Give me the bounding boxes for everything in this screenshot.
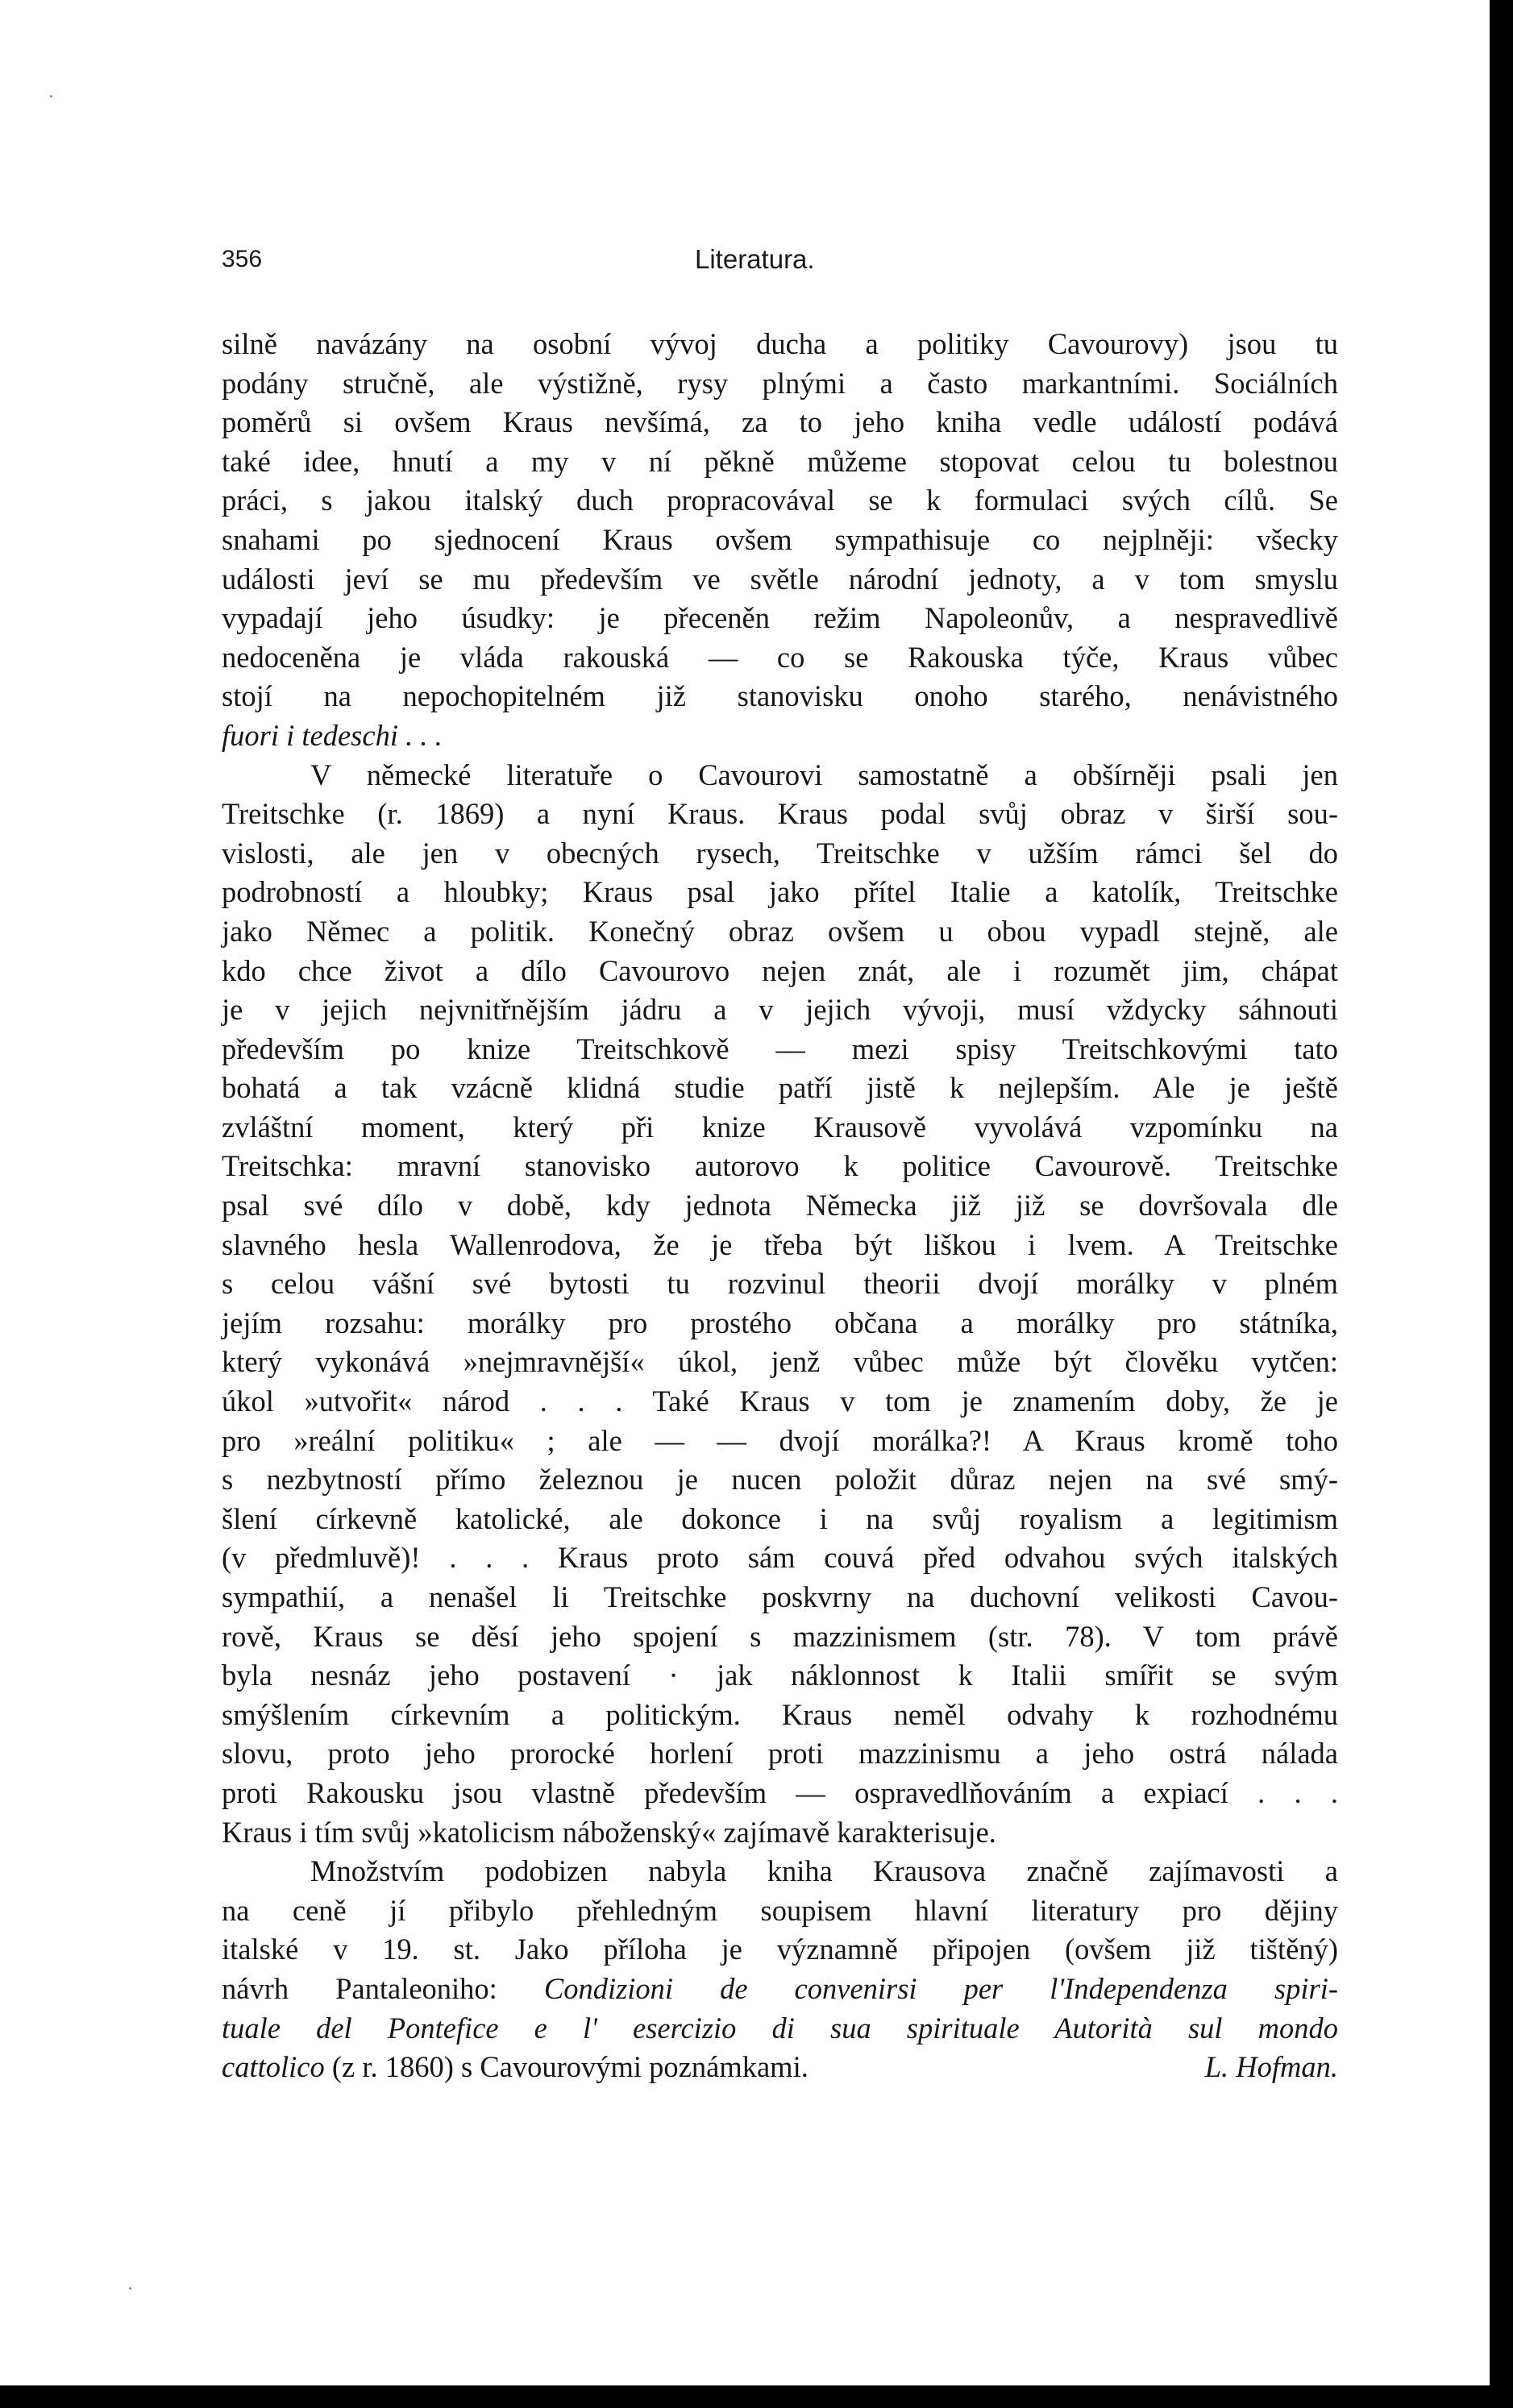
text-line: (v předmluvě)! . . . Kraus proto sám couvá před odvahou svých italských <box>222 1541 1338 1575</box>
scan-speck <box>50 95 52 98</box>
text-line <box>222 1970 1338 2009</box>
text-line: sympathií, a nenašel li Treitschke poskvrny na duchovní velikosti Cavou- <box>222 1580 1338 1613</box>
text-line: poměrů si ovšem Kraus nevšímá, za to jeho kniha vedle událostí podává <box>222 405 1338 439</box>
text-line: rově, Kraus se děsí jeho spojení s mazzinismem (str. 78). V tom právě <box>222 1619 1338 1653</box>
text-line: byla nesnáz jeho postavení · jak náklonnost k Italii smířit se svým <box>222 1659 1338 1692</box>
text-line: události jeví se mu především ve světle národní jednoty, a v tom smyslu <box>222 562 1338 596</box>
text-line: nedoceněna je vláda rakouská — co se Rakouska týče, Kraus vůbec <box>222 640 1338 674</box>
article-body <box>222 325 1338 2087</box>
text-line: psal své dílo v době, kdy jednota Německa již již se dovršovala dle <box>222 1189 1338 1223</box>
text-segment: (z r. 1860) s Cavourovými poznámkami. <box>324 2050 808 2084</box>
italic-title-end: cattolico <box>222 2050 325 2084</box>
text-line: Treitschke (r. 1869) a nyní Kraus. Kraus podal svůj obraz v širší sou- <box>222 797 1338 831</box>
text-line <box>222 2048 1338 2087</box>
text-line-italic: tuale del Pontefice e l' esercizio di sua spirituale Autorità sul mondo <box>222 2011 1338 2045</box>
text-line: bohatá a tak vzácně klidná studie patří jistě k nejlepším. Ale je ještě <box>222 1071 1338 1105</box>
text-line: italské v 19. st. Jako příloha je významně připojen (ovšem již tištěný) <box>222 1933 1338 1966</box>
text-line: na ceně jí přibylo přehledným soupisem hlavní literatury pro dějiny <box>222 1893 1338 1927</box>
text-line: vypadají jeho úsudky: je přeceněn režim Napoleonův, a nespravedlivě <box>222 601 1338 635</box>
text-line: podány stručně, ale výstižně, rysy plnými a často markantními. Sociálních <box>222 366 1338 400</box>
italic-title: Condizioni de convenirsi per l'Independenza spiri- <box>543 1971 1338 2005</box>
text-line: především po knize Treitschkově — mezi spisy Treitschkovými tato <box>222 1032 1338 1065</box>
text-line: s nezbytností přímo železnou je nucen položit důraz nejen na své smý- <box>222 1463 1338 1497</box>
text-line: silně navázány na osobní vývoj ducha a politiky Cavourovy) jsou tu <box>222 327 1338 360</box>
text-line: slavného hesla Wallenrodova, že je třeba být liškou i lvem. A Treitschke <box>222 1227 1338 1261</box>
text-line: pro »reální politiku« ; ale — — dvojí morálka?! A Kraus kromě toho <box>222 1423 1338 1457</box>
text-line: snahami po sjednocení Kraus ovšem sympathisuje co nejplněji: všecky <box>222 522 1338 556</box>
text-line: úkol »utvořit« národ . . . Také Kraus v tom je znamením doby, že je <box>222 1385 1338 1418</box>
text-line: s celou vášní své bytosti tu rozvinul theorii dvojí morálky v plném <box>222 1267 1338 1301</box>
text-line: podrobností a hloubky; Kraus psal jako přítel Italie a katolík, Treitschke <box>222 875 1338 909</box>
text-line: šlení církevně katolické, ale dokonce i na svůj royalism a legitimism <box>222 1501 1338 1535</box>
page-number: 356 <box>222 246 263 272</box>
text-line: jako Němec a politik. Konečný obraz ovšem u obou vypadl stejně, ale <box>222 914 1338 948</box>
text-line: Kraus i tím svůj »katolicism náboženský« zajímavě karakterisuje. <box>222 1815 996 1849</box>
text-line: také idee, hnutí a my v ní pěkně můžeme stopovat celou tu bolestnou <box>222 444 1338 478</box>
text-line: vislosti, ale jen v obecných rysech, Treitschke v užším rámci šel do <box>222 836 1338 870</box>
text-line: stojí na nepochopitelném již stanovisku onoho starého, nenávistného <box>222 679 1338 713</box>
text-line: práci, s jakou italský duch propracovával se k formulaci svých cílů. Se <box>222 484 1338 517</box>
text-line: Množstvím podobizen nabyla kniha Krausova značně zajímavosti a <box>310 1854 1338 1888</box>
text-line: smýšlením církevním a politickým. Kraus neměl odvahy k rozhodnému <box>222 1697 1338 1731</box>
text-line: Treitschka: mravní stanovisko autorovo k politice Cavourově. Treitschke <box>222 1149 1338 1183</box>
text-line: kdo chce život a dílo Cavourovo nejen znát, ale i rozumět jim, chápat <box>222 953 1338 987</box>
scan-speck <box>129 2287 131 2290</box>
text-line: je v jejich nejvnitřnějším jádru a v jejich vývoji, musí vždycky sáhnouti <box>222 993 1338 1027</box>
text-line-italic: fuori i tedeschi . . . <box>222 718 443 752</box>
scan-border <box>1490 0 1513 2408</box>
text-line: V německé literatuře o Cavourovi samostatně a obšírněji psali jen <box>310 758 1338 791</box>
text-segment: návrh Pantaleoniho: <box>222 1971 544 2005</box>
text-line: slovu, proto jeho prorocké horlení proti mazzinismu a jeho ostrá nálada <box>222 1737 1338 1771</box>
text-line: zvláštní moment, který při knize Krausově vyvolává vzpomínku na <box>222 1110 1338 1144</box>
text-line: který vykonává »nejmravnější« úkol, jenž vůbec může být člověku vytčen: <box>222 1345 1338 1379</box>
running-title: Literatura. <box>695 244 815 274</box>
text-line: proti Rakousku jsou vlastně především — ospravedlňováním a expiací . . . <box>222 1775 1338 1809</box>
text-line: jejím rozsahu: morálky pro prostého občana a morálky pro státníka, <box>222 1306 1338 1339</box>
author-signature: L. Hofman. <box>1204 2050 1338 2084</box>
